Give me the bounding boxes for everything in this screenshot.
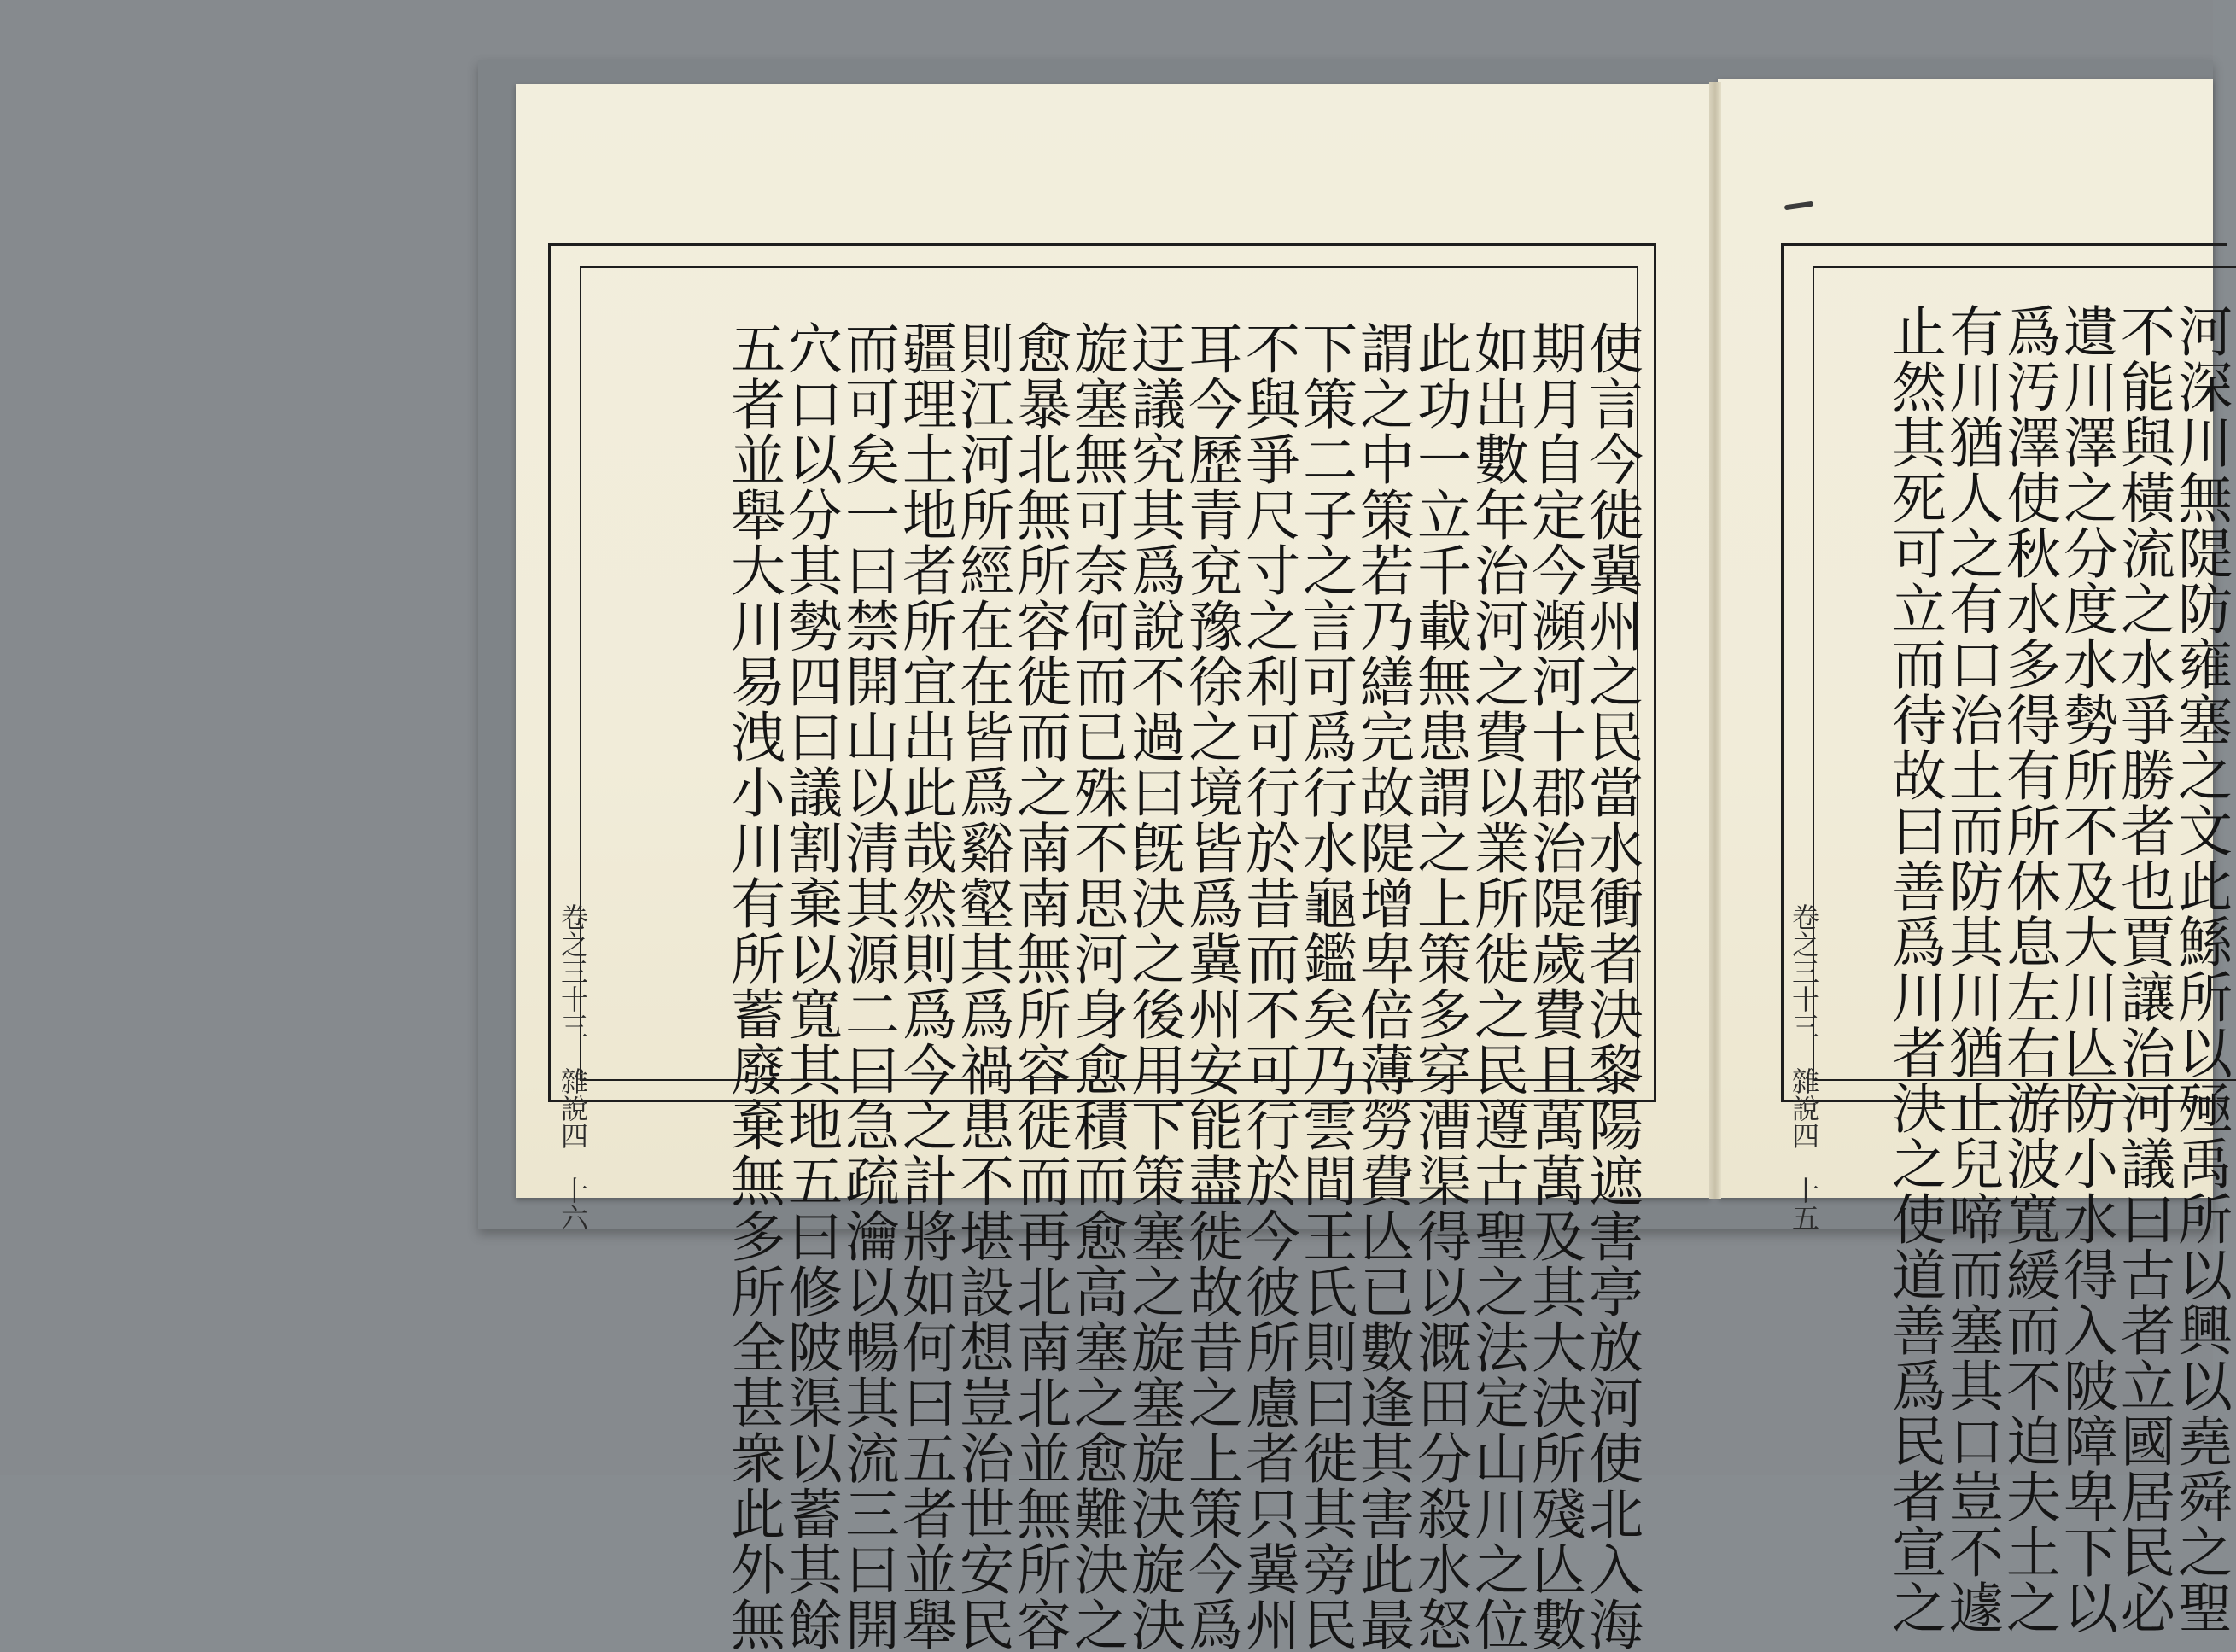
left-page-folio: 卷之三十三 雜說四 十六 <box>557 903 589 1231</box>
text-column: 謂之中策若乃繕完故隄增卑倍薄勞費亾已數逢其害此最 <box>1351 320 1414 1652</box>
text-column: 疆理土地者所宜出此哉然則爲今之計將如何曰五者並舉 <box>893 320 956 1652</box>
text-column: 河深川無隄防雍塞之文此鯀所以殛禹所以興以堯舜之聖 <box>2169 303 2232 1635</box>
text-column: 止然其死可立而待故曰善爲川者決之使道善爲民者宣之 <box>1883 303 1946 1635</box>
text-column: 五者並舉大川易洩小川有所蓄廢棄無多所全甚衆此外無 <box>721 320 785 1652</box>
page-gutter <box>1709 82 1721 1199</box>
text-column: 如出數年治河之費以業所徙之民遵古聖之法定山川之位 <box>1465 320 1528 1652</box>
text-column: 耳今歷青兗豫徐之境皆爲冀州安能盡徙故昔之上策今爲 <box>1179 320 1242 1652</box>
text-column: 旋塞無可奈何而已殊不思河身愈積而愈高塞之愈難決之 <box>1065 320 1128 1652</box>
text-column: 下策二子之言可爲行水龜鑑矣乃雲間王氏則曰徙其旁民 <box>1293 320 1357 1652</box>
text-column: 期月自定今瀕河十郡治隄歲費且萬萬及其大決所殘亾數 <box>1522 320 1585 1652</box>
text-column: 而可矣一曰禁開山以清其源二曰急疏瀹以暢其流三曰開 <box>836 320 899 1652</box>
text-column: 迂議究其爲說不過曰旣決之後用下策塞之旋塞旋決旋決 <box>1122 320 1185 1652</box>
left-page-text <box>581 320 1643 1652</box>
text-column: 則江河所經在在皆爲谿壑其爲禍患不堪設想豈治世安民 <box>950 320 1013 1652</box>
text-column: 穴口以分其勢四曰議割棄以寬其地五曰修陂渠以蓄其餘 <box>779 320 842 1652</box>
text-column: 遺川澤之分度水勢所不及大川亾防小水得入陂障卑下以 <box>2054 303 2117 1635</box>
text-column: 不能與橫流之水爭勝者也賈讓治河議曰古者立國居民必 <box>2111 303 2175 1635</box>
text-column: 使言今徙冀州之民當水衝者決黎陽遮害亭放河使北入海 <box>1579 320 1643 1652</box>
right-page-folio: 卷之三十三 雜說四 十五 <box>1788 903 1820 1231</box>
text-column: 不與爭尺寸之利可行於昔而不可行於今彼所慮者只冀州 <box>1236 320 1299 1652</box>
text-column: 爲汚澤使秋水多得有所休息左右游波寬緩而不迫夫土之 <box>1997 303 2060 1635</box>
text-column: 愈暴北無所容徙而之南南無所容徙而再北南北並無所容 <box>1007 320 1071 1652</box>
text-column: 有川猶人之有口治土而防其川猶止兒啼而塞其口豈不遽 <box>1940 303 2003 1635</box>
text-column: 此功一立千載無患謂之上策多穿漕渠得以溉田分殺水怒 <box>1408 320 1471 1652</box>
right-page-text <box>1810 303 2232 1635</box>
